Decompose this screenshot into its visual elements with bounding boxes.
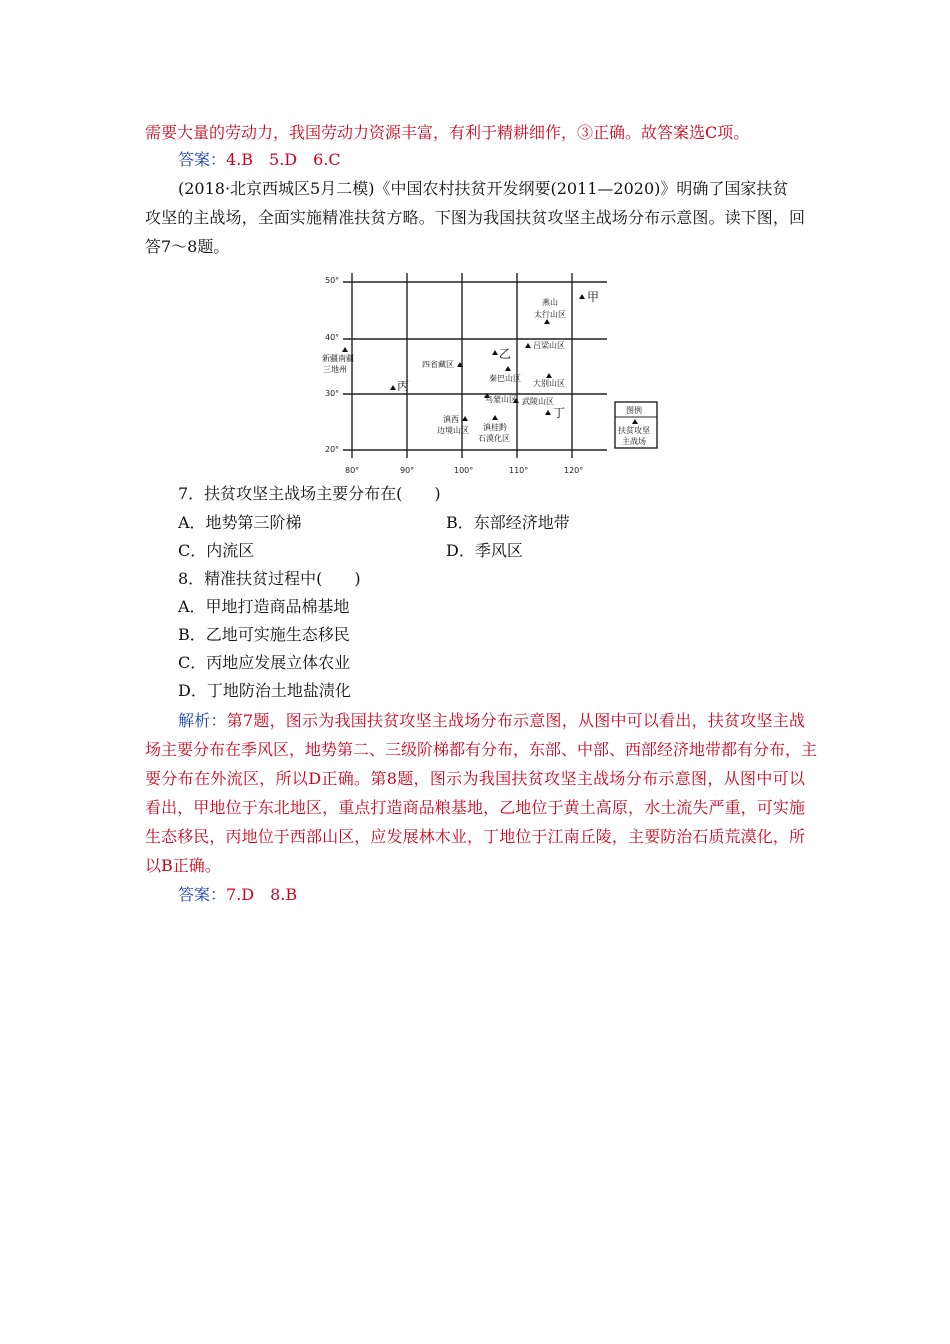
area-triangle-marker [492,350,498,355]
analysis-line-1 [178,711,805,731]
marker-jia: 甲 [587,290,600,304]
poverty-area-map [315,268,660,480]
q7-option-a: A．地势第三阶梯 [178,513,302,532]
place-label: 太行山区 [534,310,566,319]
area-triangle-marker [462,416,468,421]
q7-stem: 7．扶贫攻坚主战场主要分布在( ) [178,484,441,503]
analysis-line-3: 要分布在外流区，所以D正确。第8题，图示为我国扶贫攻坚主战场分布示意图，从图中可以 [145,769,805,788]
area-triangle-marker [492,415,498,420]
legend-item-line-1: 扶贫攻坚 [618,426,650,435]
place-label: 吕梁山区 [533,341,565,350]
place-label: 燕山 [542,298,558,307]
analysis-tail-line: 需要大量的劳动力，我国劳动力资源丰富，有利于精耕细作，③正确。故答案选C项。 [145,123,750,142]
area-triangle-marker [390,385,396,390]
place-label: 滇西 [443,415,459,424]
lat-label: 50° [325,276,340,285]
legend-title: 图例 [626,406,642,415]
q7-option-d: D．季风区 [446,541,523,560]
q8-option-a: A．甲地打造商品棉基地 [178,597,350,616]
answer-value: 7.D 8.B [226,885,298,904]
analysis-label: 解析： [178,711,227,730]
area-triangle-marker [546,373,552,378]
question-stem-line-1: (2018·北京西城区5月二模)《中国农村扶贫开发纲要(2011—2020)》明确了国家扶贫 [178,179,789,198]
lon-label: 120° [564,466,584,475]
place-label: 边境山区 [437,426,469,435]
question-stem-line-3: 答7～8题。 [145,237,230,256]
legend-item-line-2: 主战场 [622,437,646,446]
area-triangle-marker [579,294,585,299]
lat-label: 30° [325,389,340,398]
lon-label: 100° [454,466,474,475]
analysis-line-5: 生态移民，丙地位于西部山区，应发展林木业，丁地位于江南丘陵，主要防治石质荒漠化，所 [145,827,805,846]
analysis-line-4: 看出，甲地位于东北地区，重点打造商品粮基地，乙地位于黄土高原，水土流失严重，可实施 [145,798,805,817]
answer-label: 答案： [178,885,227,904]
place-label: 新疆南疆 [322,354,354,363]
q8-option-b: B．乙地可实施生态移民 [178,625,350,644]
place-label: 三地州 [323,365,347,374]
place-label: 秦巴山区 [489,374,521,383]
q8-option-c: C．丙地应发展立体农业 [178,653,351,672]
lon-label: 80° [345,466,360,475]
area-triangle-marker [525,343,531,348]
place-label: 滇桂黔 [483,423,507,432]
marker-ding: 丁 [553,406,566,420]
marker-bing: 丙 [397,379,410,393]
place-label: 武陵山区 [522,397,554,406]
area-triangle-marker [545,410,551,415]
area-triangle-marker [544,319,550,324]
place-label: 乌蒙山区 [485,395,517,404]
q7-option-c: C．内流区 [178,541,255,560]
answer-4-6 [178,150,341,170]
answer-value: 4.B 5.D 6.C [226,150,341,169]
q8-stem: 8．精准扶贫过程中( ) [178,569,361,588]
lon-label: 110° [509,466,529,475]
place-label: 石漠化区 [478,434,510,443]
place-label: 四省藏区 [422,360,454,369]
analysis-text: 第7题，图示为我国扶贫攻坚主战场分布示意图，从图中可以看出，扶贫攻坚主战 [226,711,805,730]
marker-yi: 乙 [499,347,512,361]
lat-label: 40° [325,333,340,342]
area-triangle-marker [505,366,511,371]
question-stem-line-2: 攻坚的主战场，全面实施精准扶贫方略。下图为我国扶贫攻坚主战场分布示意图。读下图，回 [145,208,805,227]
q7-option-b: B．东部经济地带 [446,513,570,532]
analysis-line-6: 以B正确。 [145,856,221,875]
q8-option-d: D．丁地防治土地盐渍化 [178,681,351,700]
answer-7-8 [178,885,297,905]
lon-label: 90° [400,466,415,475]
answer-label: 答案： [178,150,227,169]
lat-label: 20° [325,445,340,454]
place-label: 大别山区 [533,379,565,388]
analysis-line-2: 场主要分布在季风区，地势第二、三级阶梯都有分布，东部、中部、西部经济地带都有分布，主 [145,740,818,759]
area-triangle-marker [342,347,348,352]
